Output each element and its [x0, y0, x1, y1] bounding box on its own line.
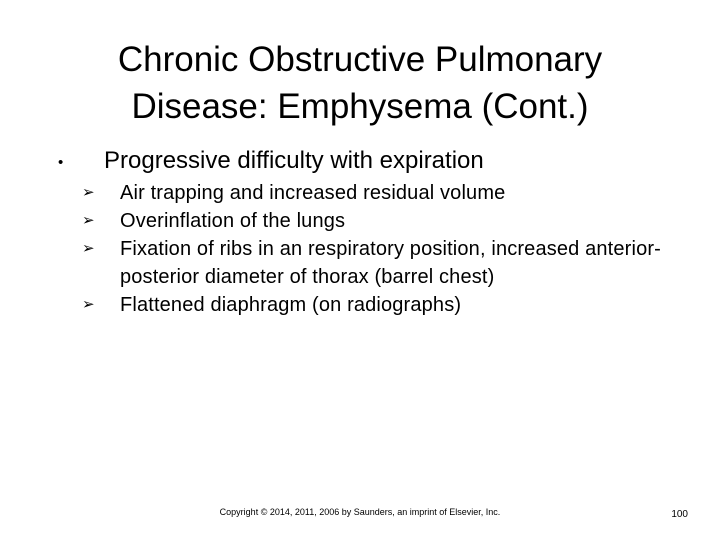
- sub-bullet-item: [82, 179, 698, 207]
- bullet-icon: •: [58, 154, 64, 171]
- copyright-footer: Copyright © 2014, 2011, 2006 by Saunders, an imprint of Elsevier, Inc.: [219, 507, 501, 517]
- sub-bullet-text: Overinflation of the lungs: [120, 210, 346, 232]
- sub-bullet-list: [82, 179, 698, 319]
- sub-bullet-text: Flattened diaphragm (on radiographs): [120, 294, 462, 316]
- sub-bullet-item: [82, 235, 698, 291]
- slide-title-line-2: Disease: Emphysema (Cont.): [131, 87, 589, 126]
- arrow-bullet-icon: ➢: [82, 184, 95, 201]
- slide-title: [0, 36, 720, 130]
- sub-bullet-item: [82, 291, 698, 319]
- sub-bullet-text: Air trapping and increased residual volume: [120, 182, 506, 204]
- slide-body: [58, 145, 698, 319]
- arrow-bullet-icon: ➢: [82, 296, 95, 313]
- page-number: 100: [671, 509, 688, 520]
- main-bullet-text: Progressive difficulty with expiration: [104, 147, 484, 174]
- arrow-bullet-icon: ➢: [82, 240, 95, 257]
- sub-bullet-item: [82, 207, 698, 235]
- arrow-bullet-icon: ➢: [82, 212, 95, 229]
- sub-bullet-text: Fixation of ribs in an respiratory position, increased anterior-posterior diameter of thorax (barrel chest): [120, 238, 661, 288]
- main-bullet: [58, 145, 698, 179]
- slide-title-line-1: Chronic Obstructive Pulmonary: [117, 40, 603, 79]
